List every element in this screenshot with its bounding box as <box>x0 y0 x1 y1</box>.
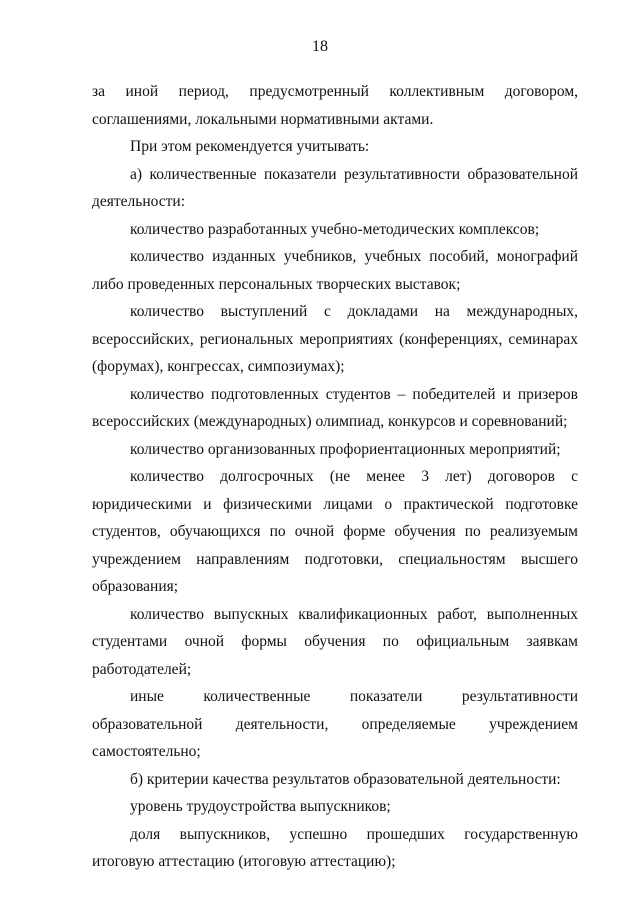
paragraph-item: количество организованных профориентационных мероприятий; <box>130 440 561 458</box>
paragraph-item: количество выпускных квалификационных работ, выполненных студентами очной формы обучения по официальным заявкам работодателей; <box>92 605 578 678</box>
paragraph-item: количество выступлений с докладами на международных, всероссийских, региональных мероприятиях (конференциях, семинарах (форумах), конгрессах, симпозиумах); <box>92 303 578 375</box>
page-number: 18 <box>312 38 328 55</box>
paragraph-intro: При этом рекомендуется учитывать: <box>130 138 370 155</box>
paragraph-item: количество изданных учебников, учебных пособий, монографий либо проведенных персональных творческих выставок; <box>92 248 578 293</box>
paragraph-item: количество разработанных учебно-методических комплексов; <box>130 220 540 238</box>
paragraph-item: уровень трудоустройства выпускников; <box>130 798 391 815</box>
document-body <box>92 78 578 876</box>
paragraph-section-b: б) критерии качества результатов образовательной деятельности: <box>130 770 561 788</box>
paragraph-item: количество подготовленных студентов – победителей и призеров всероссийских (международных) олимпиад, конкурсов и соревнований; <box>92 385 578 430</box>
paragraph-item: иные количественные показатели результативности образовательной деятельности, определяемые учреждением самостоятельно; <box>92 688 578 760</box>
paragraph-item: количество долгосрочных (не менее 3 лет) договоров с юридическими и физическими лицами о практической подготовке студентов, обучающихся по очной форме обучения по реализуемым учреждением направлениям подготовки, специальностям высшего образования; <box>92 468 578 595</box>
paragraph-item: доля выпускников, успешно прошедших государственную итоговую аттестацию (итоговую аттестацию); <box>92 825 578 870</box>
paragraph-continuation: за иной период, предусмотренный коллективным договором, соглашениями, локальными нормативными актами. <box>92 83 578 128</box>
paragraph-section-a: а) количественные показатели результативности образовательной деятельности: <box>92 165 578 210</box>
